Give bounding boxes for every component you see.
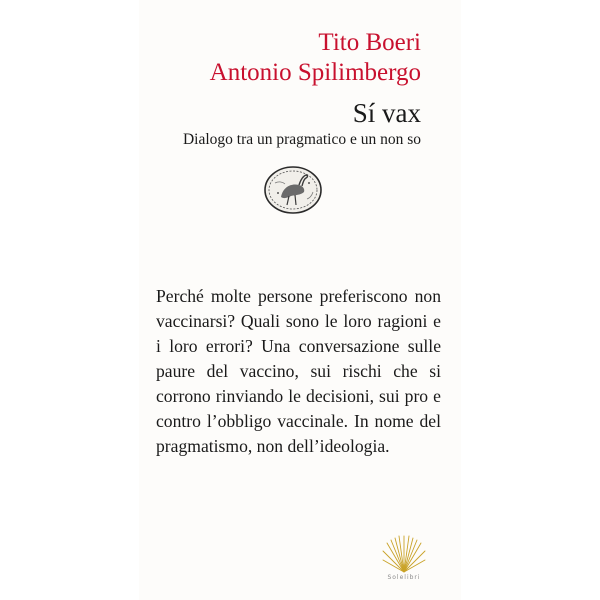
sun-rays-icon [382, 532, 426, 576]
einaudi-ostrich-emblem-icon [263, 165, 323, 215]
book-cover [139, 0, 461, 600]
blurb-text: Perché molte persone preferiscono non vaccinarsi? Quali sono le loro ragioni e i loro errori? Una conversazione sulle paure del vaccino, sui rischi che si corrono rinviando le decisioni, sui pro e contro l’obbligo vaccinale. In nome del pragmatismo, non dell’ideologia. [156, 286, 441, 456]
authors [210, 28, 421, 88]
book-subtitle: Dialogo tra un pragmatico e un non so [182, 131, 421, 148]
author-name: Antonio Spilimbergo [209, 59, 421, 86]
blurb [156, 284, 441, 459]
series-imprint [380, 532, 428, 592]
book-title: Sí vax [352, 98, 421, 128]
author-name: Tito Boeri [318, 29, 421, 56]
series-name: Solelibri [387, 574, 421, 581]
